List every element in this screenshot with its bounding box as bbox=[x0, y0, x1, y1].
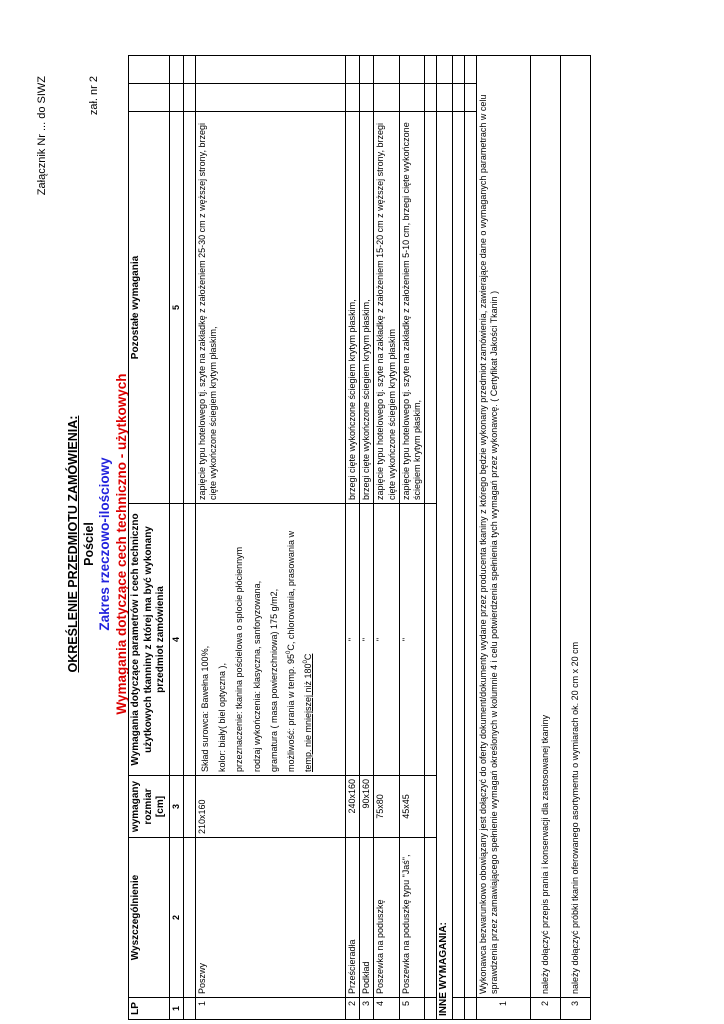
table-row bbox=[374, 56, 400, 1020]
row-size: 240x160 bbox=[345, 776, 359, 838]
table-row bbox=[345, 56, 359, 1020]
row-lp: 3 bbox=[360, 998, 374, 1020]
empty-cell bbox=[399, 56, 425, 84]
row-params: Skład surowca: Bawełna 100%, kolor: biały( biel optyczna ), przeznaczenie: tkanina pościelowa o splocie płóciennym rodzaj wykończenia: klasyczna, sanforyzowana, gramatura ( masa powierzchniowa) 175 g/m2, możliwość: prania w temp. $95^0C$, chlorowania, prasowania w temp. nie mniejszej niż $180^0C$ bbox=[195, 504, 345, 776]
row-size: 90x160 bbox=[360, 776, 374, 838]
header-other: Pozostałe wymagania bbox=[129, 112, 170, 504]
requirement-number: 1 bbox=[476, 998, 530, 1020]
table-row bbox=[195, 56, 345, 1020]
empty-cell bbox=[195, 56, 345, 84]
header-item: Wyszczególnienie bbox=[129, 838, 170, 998]
other-requirement-row bbox=[530, 56, 560, 1020]
header-params: Wymagania dotyczące parametrów i cech techniczno użytkowych tkanniny z której ma być wykonany przedmiot zamówienia bbox=[129, 504, 170, 776]
requirement-number: 3 bbox=[560, 998, 590, 1020]
col-number: 5 bbox=[169, 112, 183, 504]
row-size: 75x80 bbox=[374, 776, 400, 838]
empty-cell bbox=[169, 84, 183, 112]
row-other: brzegi cięte wykończone ściegiem krytym płaskim, bbox=[345, 112, 359, 504]
row-params: " bbox=[399, 504, 425, 776]
table-row bbox=[399, 56, 425, 1020]
spacer-row bbox=[425, 56, 437, 1020]
row-item: Poszewka na poduszkę typu "Jaś", bbox=[399, 838, 425, 998]
row-other: zapięcie typu hotelowego tj. szyte na zakładkę z założeniem 5-10 cm, brzegi cięte wykończone ściegiem krytym płaskim, bbox=[399, 112, 425, 504]
empty-cell bbox=[399, 84, 425, 112]
row-item: Prześcieradła bbox=[345, 838, 359, 998]
spacer-row bbox=[464, 56, 476, 1020]
empty-cell bbox=[129, 84, 170, 112]
row-item: Poszwy bbox=[195, 838, 345, 998]
requirements-title: Wymagania dotyczące cech techniczno - użytkowych bbox=[114, 373, 129, 715]
row-lp: 5 bbox=[399, 998, 425, 1020]
scope-title: Zakres rzeczowo-ilościowy bbox=[97, 457, 112, 631]
other-requirements-header bbox=[437, 56, 453, 1020]
col-number: 3 bbox=[169, 776, 183, 838]
empty-cell bbox=[437, 84, 453, 112]
attachment-label: Załącznik Nr ... do SIWZ bbox=[36, 76, 48, 196]
empty-cell bbox=[374, 56, 400, 84]
subtitle: Pościel bbox=[82, 522, 96, 566]
empty-cell bbox=[195, 84, 345, 112]
row-item: Poszewka na poduszkę bbox=[374, 838, 400, 998]
row-lp: 2 bbox=[345, 998, 359, 1020]
row-size: 210x160 bbox=[195, 776, 345, 838]
table-row bbox=[360, 56, 374, 1020]
column-number-row bbox=[169, 56, 183, 1020]
row-other: zapięcie typu hotelowego tj. szyte na zakładkę z założeniem 25-30 cm z węższej strony, brzegi cięte wykończone ściegiem krytym płaskim, bbox=[195, 112, 345, 504]
row-params: " bbox=[360, 504, 374, 776]
requirement-text: należy dołączyć przepis prania i konserwacji dla zastosowanej tkaniny bbox=[530, 56, 560, 998]
header-size: wymagany rozmiar [cm] bbox=[129, 776, 170, 838]
requirements-table bbox=[128, 55, 591, 1020]
row-other: zapięcie typu hotelowego tj. szyte na zakładkę z założeniem 15-20 cm z węższej strony, brzegi cięte wykończone ściegiem krytym płaskim bbox=[374, 112, 400, 504]
requirement-text: Wykonawca bezwarunkowo obowiązany jest dołączyć do oferty dokument/dokumenty wydane przez producenta tkaniny z którego będzie wykonany przedmiot zamówienia, zawierające dane o wymaganych parametrach w celu sprawdzenia przez zamawiającego spełnienie wymagań określonych w kolumnie 4 i celu potwierdzenia spełnienia tych wymagań przez wykonawcę. ( Certyfikat Jakości Tkanin ) bbox=[476, 56, 530, 998]
spacer-row bbox=[452, 56, 464, 1020]
header-row bbox=[129, 56, 170, 1020]
header-lp: LP bbox=[129, 998, 170, 1020]
row-lp: 1 bbox=[195, 998, 345, 1020]
empty-cell bbox=[129, 56, 170, 84]
row-size: 45x45 bbox=[399, 776, 425, 838]
requirement-text: należy dołączyć próbki tkanin oferowanego asortymentu o wymiarach ok. 20 cm x 20 cm bbox=[560, 56, 590, 998]
empty-cell bbox=[437, 56, 453, 84]
row-lp: 4 bbox=[374, 998, 400, 1020]
empty-cell bbox=[169, 56, 183, 84]
col-number: 2 bbox=[169, 838, 183, 998]
col-number: 4 bbox=[169, 504, 183, 776]
zal-label: zał. nr 2 bbox=[88, 76, 100, 116]
empty-cell bbox=[345, 56, 359, 84]
row-other: brzegi cięte wykończone ściegiem krytym płaskim, bbox=[360, 112, 374, 504]
empty-cell bbox=[360, 84, 374, 112]
main-title: OKREŚLENIE PRZEDMIOTU ZAMÓWIENIA: bbox=[66, 415, 80, 673]
empty-cell bbox=[374, 84, 400, 112]
requirement-number: 2 bbox=[530, 998, 560, 1020]
row-params: " bbox=[345, 504, 359, 776]
col-number: 1 bbox=[169, 998, 183, 1020]
row-item: Podkład bbox=[360, 838, 374, 998]
empty-cell bbox=[345, 84, 359, 112]
spacer-row bbox=[183, 56, 195, 1020]
row-params: " bbox=[374, 504, 400, 776]
other-requirement-row bbox=[476, 56, 530, 1020]
empty-cell bbox=[360, 56, 374, 84]
other-requirements-label: INNE WYMAGANIA: bbox=[437, 112, 453, 1020]
other-requirement-row bbox=[560, 56, 590, 1020]
